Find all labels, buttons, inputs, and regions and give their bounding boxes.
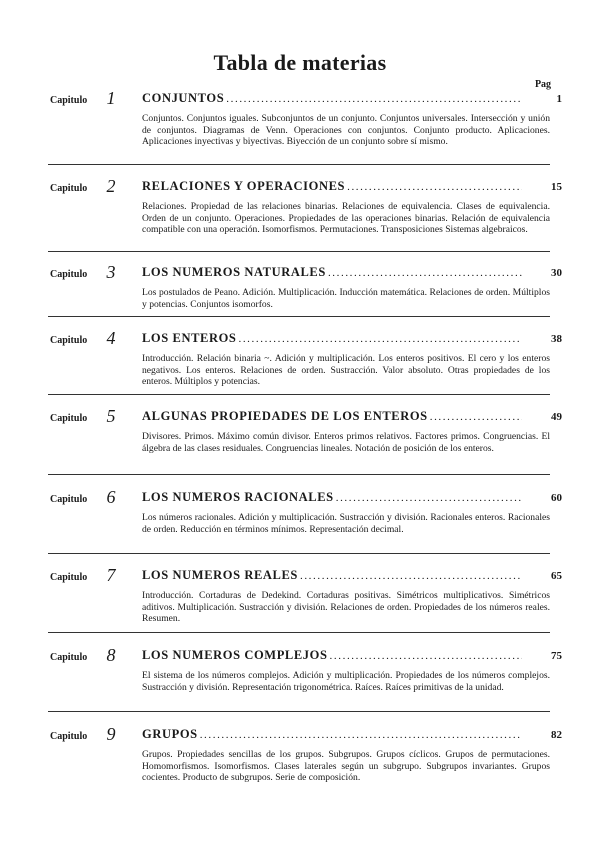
chapter-label: Capitulo [50, 572, 88, 583]
chapter-number: 6 [106, 487, 116, 507]
chapter-heading[interactable] [142, 179, 522, 194]
chapter-description: Grupos. Propiedades sencillas de los grupos. Subgrupos. Grupos cíclicos. Grupos de permutaciones. Homomorfismos. Isomorfismos. Clases laterales según un subgrupo. Subgrupos invariantes. Grupos cocientes. Producto de subgrupos. Serie de composición. [142, 749, 550, 783]
chapter-page-number[interactable]: 60 [551, 492, 562, 504]
chapter-title[interactable]: LOS ENTEROS [142, 331, 237, 345]
chapter-description: Introducción. Relación binaria ~. Adición y multiplicación. Los enteros positivos. El cero y los enteros negativos. Los enteros. Relaciones de orden. Sustracción. Valor absoluto. Otras propiedades de los enteros. Múltiplos y potencias. [142, 353, 550, 387]
chapter-title[interactable]: LOS NUMEROS NATURALES [142, 265, 326, 279]
chapter-page-number[interactable]: 1 [556, 93, 562, 105]
chapter-page-number[interactable]: 49 [551, 411, 562, 423]
chapter-heading[interactable] [142, 265, 522, 280]
chapter-description: Los números racionales. Adición y multiplicación. Sustracción y división. Racionales enteros. Racionales de orden. Reducción en términos mínimos. Representación decimal. [142, 512, 550, 535]
chapter-label: Capitulo [50, 269, 88, 280]
chapter-heading[interactable] [142, 409, 522, 424]
chapter-heading[interactable] [142, 568, 522, 583]
divider [48, 474, 550, 475]
chapter-number: 1 [106, 88, 116, 108]
chapter-description: Los postulados de Peano. Adición. Multiplicación. Inducción matemática. Relaciones de orden. Múltiplos y potencias. Conjuntos isomorfos. [142, 287, 550, 310]
chapter-heading[interactable] [142, 727, 522, 742]
chapter-heading[interactable] [142, 91, 522, 106]
chapter-title[interactable]: RELACIONES Y OPERACIONES [142, 179, 346, 193]
divider [48, 632, 550, 633]
chapter-heading[interactable] [142, 331, 522, 346]
chapter-title[interactable]: CONJUNTOS [142, 91, 225, 105]
leader-dots [224, 93, 522, 105]
divider [48, 394, 550, 395]
chapter-page-number[interactable]: 65 [551, 570, 562, 582]
leader-dots [298, 570, 522, 582]
chapter-page-number[interactable]: 82 [551, 729, 562, 741]
chapter-label: Capitulo [50, 335, 88, 346]
chapter-title[interactable]: LOS NUMEROS COMPLEJOS [142, 648, 328, 662]
chapter-label: Capitulo [50, 731, 88, 742]
chapter-label: Capitulo [50, 652, 88, 663]
chapter-page-number[interactable]: 75 [551, 650, 562, 662]
chapter-page-number[interactable]: 15 [551, 181, 562, 193]
chapter-number: 4 [106, 328, 116, 348]
chapter-number: 8 [106, 645, 116, 665]
chapter-number: 7 [106, 565, 116, 585]
chapter-label: Capitulo [50, 413, 88, 424]
chapter-label: Capitulo [50, 183, 88, 194]
chapter-label: Capitulo [50, 494, 88, 505]
chapter-number: 3 [106, 262, 116, 282]
divider [48, 164, 550, 165]
leader-dots [428, 411, 522, 423]
leader-dots [326, 267, 522, 279]
page-column-label: Pag [534, 79, 552, 90]
chapter-label: Capitulo [50, 95, 88, 106]
chapter-description: Conjuntos. Conjuntos iguales. Subconjuntos de un conjunto. Conjuntos universales. Intersección y unión de conjuntos. Diagramas de Venn. Operaciones con conjuntos. Conjunto producto. Aplicaciones. Aplicaciones inyectivas y biyectivas. Biyección de un conjunto sobre sí mismo. [142, 113, 550, 147]
chapter-title[interactable]: LOS NUMEROS REALES [142, 568, 298, 582]
chapter-number: 2 [106, 176, 116, 196]
chapter-title[interactable]: GRUPOS [142, 727, 198, 741]
chapter-title[interactable]: ALGUNAS PROPIEDADES DE LOS ENTEROS [142, 409, 428, 423]
divider [48, 251, 550, 252]
chapter-title[interactable]: LOS NUMEROS RACIONALES [142, 490, 334, 504]
chapter-page-number[interactable]: 30 [551, 267, 562, 279]
leader-dots [334, 492, 522, 504]
chapter-description: El sistema de los números complejos. Adición y multiplicación. Propiedades de los números complejos. Sustracción y división. Representación trigonométrica. Raíces. Raíces primitivas de la unidad. [142, 670, 550, 693]
chapter-description: Introducción. Cortaduras de Dedekind. Cortaduras positivas. Simétricos multiplicativos. Simétricos aditivos. Multiplicación. Sustracción y división. Relaciones de orden. Propiedades de los números reales. Resumen. [142, 590, 550, 624]
divider [48, 553, 550, 554]
leader-dots [236, 333, 522, 345]
leader-dots [328, 650, 522, 662]
chapter-number: 5 [106, 406, 116, 426]
chapter-description: Relaciones. Propiedad de las relaciones binarias. Relaciones de equivalencia. Clases de equivalencia. Orden de un conjunto. Operaciones. Propiedades de las operaciones binarias. Relación de equivalencia compatible con una operación. Isomorfismos. Permutaciones. Transposiciones Sistemas algebraicos. [142, 201, 550, 235]
divider [48, 316, 550, 317]
leader-dots [198, 729, 522, 741]
chapter-heading[interactable] [142, 490, 522, 505]
leader-dots [345, 181, 522, 193]
chapter-number: 9 [106, 724, 116, 744]
chapter-page-number[interactable]: 38 [551, 333, 562, 345]
page-title: Tabla de materias [213, 50, 387, 75]
divider [48, 711, 550, 712]
chapter-description: Divisores. Primos. Máximo común divisor. Enteros primos relativos. Factores primos. Congruencias. El álgebra de las clases residuales. Congruencias lineales. Notación de posición de los enteros. [142, 431, 550, 454]
chapter-heading[interactable] [142, 648, 522, 663]
